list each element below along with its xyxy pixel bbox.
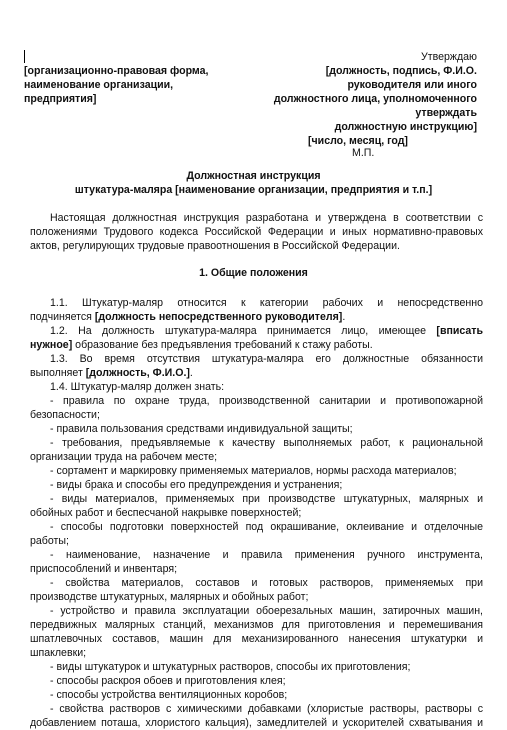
list-item: приспособлений и инвентаря;	[30, 563, 178, 575]
intro-line-2: положениями Трудового кодекса Российской Федерации и иных нормативно-правовых	[30, 226, 483, 238]
list-item: - способы устройства вентиляционных коробов;	[50, 689, 288, 701]
approver-position-line: [должность, подпись, Ф.И.О.	[325, 65, 477, 77]
list-item: - свойства материалов, составов и готовых растворов, применяемых при	[50, 577, 483, 589]
list-item: - требования, предъявляемые к качеству выполняемых работ, к рациональной	[50, 437, 483, 449]
list-item: шпаклевки;	[30, 647, 87, 659]
text-cursor	[24, 50, 25, 63]
clause-1-2-line-1	[30, 324, 483, 338]
substitute-placeholder: [должность, Ф.И.О.]	[85, 367, 190, 379]
clause-1-3-end: .	[189, 367, 193, 379]
org-enterprise-line: предприятия]	[24, 93, 97, 105]
list-item: - виды брака и способы его предупреждения и устранения;	[50, 479, 343, 491]
clause-1-4-title: 1.4. Штукатур-маляр должен знать:	[50, 381, 225, 393]
intro-line-3: актов, регулирующих трудовые правоотношения в Российской Федерации.	[30, 240, 400, 252]
clause-1-3-line-1: 1.3. Во время отсутствия штукатура-маляра его должностные обязанности	[50, 353, 483, 365]
list-item: - сортамент и маркировку применяемых материалов, нормы расхода материалов;	[50, 465, 457, 477]
clause-1-3-text: выполняет	[30, 367, 86, 379]
list-item: - свойства растворов с химическими добавками (хлористые растворы, растворы с	[50, 703, 483, 715]
list-item: безопасности;	[30, 409, 100, 421]
org-name-line: наименование организации,	[24, 79, 174, 91]
approver-official-line: должностного лица, уполномоченного	[273, 93, 477, 105]
org-form-line: [организационно-правовая форма,	[24, 65, 209, 77]
education-placeholder-end: нужное]	[30, 339, 73, 351]
clause-1-1-text: подчиняется	[30, 311, 95, 323]
approval-date-line: [число, месяц, год]	[308, 135, 408, 147]
clause-1-2-rest: образование без предъявления требований к стажу работы.	[72, 339, 373, 351]
list-item: - правила по охране труда, производственной санитарии и противопожарной	[50, 395, 483, 407]
list-item: - способы подготовки поверхностей под окрашивание, оклеивание и отделочные	[50, 521, 483, 533]
approver-approve-line: утверждать	[415, 107, 477, 119]
list-item: производстве штукатурных, малярных и обойных работ;	[30, 591, 309, 603]
list-item: - устройство и правила эксплуатации обоерезальных машин, затирочных машин,	[50, 605, 483, 617]
list-item: - виды штукатурок и штукатурных растворов, способы их приготовления;	[50, 661, 411, 673]
clause-1-1-line-1: 1.1. Штукатур-маляр относится к категории рабочих и непосредственно	[50, 297, 483, 309]
clause-1-3-line-2	[30, 366, 193, 380]
approver-head-line: руководителя или иного	[347, 79, 477, 91]
section-title-general: 1. Общие положения	[199, 267, 308, 279]
list-item: - способы раскроя обоев и приготовления клея;	[50, 675, 286, 687]
clause-1-1-end: .	[342, 311, 346, 323]
approver-instruction-line: должностную инструкцию]	[334, 121, 477, 133]
clause-1-2-line-2	[30, 338, 373, 352]
document-title: Должностная инструкция	[186, 170, 321, 182]
list-item: - наименование, назначение и правила применения ручного инструмента,	[50, 549, 483, 561]
education-placeholder-start: [вписать	[436, 325, 483, 337]
list-item: - виды материалов, применяемых при производстве штукатурных, малярных и	[50, 493, 483, 505]
list-item: работы;	[30, 535, 69, 547]
seal-placeholder: М.П.	[352, 147, 375, 159]
list-item: передвижных малярных станций, механизмов для приготовления и перемешивания	[30, 619, 483, 631]
list-item: обойных работ и беспесчаной накрывке поверхностей;	[30, 507, 302, 519]
list-item: - правила пользования средствами индивидуальной защиты;	[50, 423, 353, 435]
approve-label: Утверждаю	[421, 51, 477, 63]
list-item: добавлением поташа, хлористого кальция), замедлителей и ускорителей схватывания и	[30, 717, 483, 729]
supervisor-placeholder: [должность непосредственного руководителя]	[94, 311, 343, 323]
clause-1-1-line-2	[30, 310, 345, 324]
document-subtitle: штукатура-маляра [наименование организации, предприятия и т.п.]	[74, 184, 433, 196]
clause-1-2-text: 1.2. На должность штукатура-маляра принимается лицо, имеющее	[50, 325, 437, 337]
list-item: шпатлевочных составов, машин для механизированного нанесения штукатурки и	[30, 633, 483, 645]
intro-line-1: Настоящая должностная инструкция разработана и утверждена в соответствии с	[50, 212, 483, 224]
list-item: организации труда на рабочем месте;	[30, 451, 218, 463]
